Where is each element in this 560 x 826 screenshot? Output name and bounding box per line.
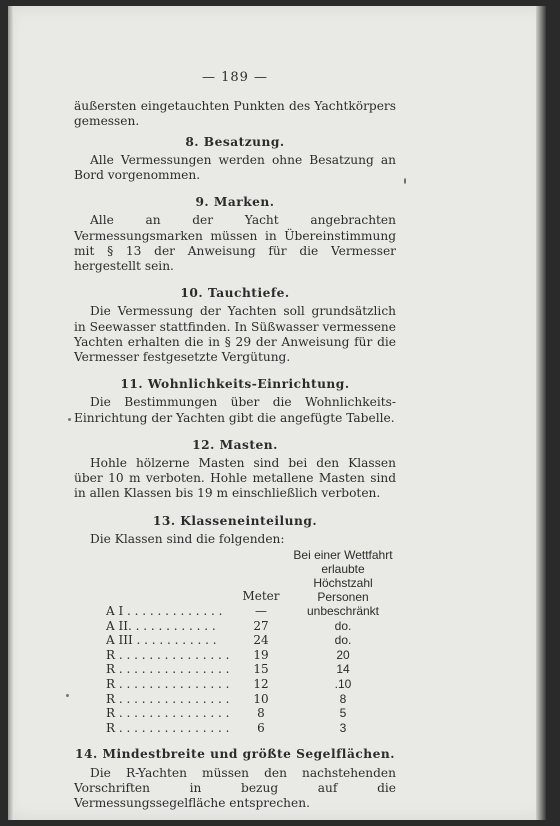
class-name: R . . . . . . . . . . . . . . . [106, 677, 230, 692]
page-content [74, 70, 396, 811]
section-text-marken: Alle an der Yacht angebrachten Vermessungsmarken müssen in Übereinstimmung mit § 13 der Anweisung für die Vermesser hergestellt sein. [74, 213, 396, 274]
page-right-edge [536, 6, 546, 820]
section-heading-tauchtiefe: 10. Tauchtiefe. [180, 286, 290, 301]
class-meter: 15 [253, 662, 269, 677]
section-text-masten: Hohle hölzerne Masten sind bei den Klassen über 10 m verboten. Hohle metallene Masten sind in allen Klassen bis 19 m einschließlich verboten. [74, 456, 396, 501]
header-max-persons: Bei einer Wettfahrt erlaubte Höchstzahl Personen [293, 548, 393, 605]
class-max: 3 [339, 720, 347, 735]
table-row [74, 604, 396, 619]
class-name: R . . . . . . . . . . . . . . . [106, 691, 230, 706]
table-row [74, 619, 396, 634]
class-name: R . . . . . . . . . . . . . . . [106, 706, 230, 721]
class-meter: 12 [253, 677, 269, 692]
intro-paragraph: äußersten eingetauchten Punkten des Yachtkörpers gemessen. [74, 99, 396, 129]
section-heading-klasseneinteilung: 13. Klasseneinteilung. [152, 513, 318, 528]
table-row [74, 721, 396, 736]
class-max: 20 [336, 647, 350, 662]
book-page [8, 6, 546, 820]
section-heading-masten: 12. Masten. [192, 437, 278, 452]
class-max: do. [334, 633, 352, 648]
class-name: A III . . . . . . . . . . . [106, 633, 217, 648]
class-max: 8 [339, 691, 347, 706]
table-row [74, 692, 396, 707]
class-meter: 10 [253, 691, 269, 706]
class-table-header [74, 548, 396, 604]
class-max: do. [334, 618, 352, 633]
section-heading-wohnlichkeit: 11. Wohnlichkeits-Einrichtung. [120, 377, 350, 392]
section-text-segelflaechen: Die R-Yachten müssen den nachstehenden Vorschriften in bezug auf die Vermessungssegelfläche entsprechen. [74, 765, 396, 811]
ink-speck [66, 694, 69, 697]
class-max: 5 [339, 706, 347, 721]
class-name: R . . . . . . . . . . . . . . . [106, 720, 230, 735]
section-text-klasseneinteilung: Die Klassen sind die folgenden: [90, 531, 285, 546]
class-meter: 19 [253, 647, 269, 662]
section-text-besatzung: Alle Vermessungen werden ohne Besatzung an Bord vorgenommen. [74, 152, 396, 183]
page-number: — 189 — [201, 70, 269, 85]
section-heading-besatzung: 8. Besatzung. [185, 134, 285, 149]
table-row [74, 662, 396, 677]
class-name: A II. . . . . . . . . . . . [106, 618, 216, 633]
table-row [74, 706, 396, 721]
class-meter: 24 [253, 633, 269, 648]
table-row [74, 677, 396, 692]
section-text-wohnlichkeit: Die Bestimmungen über die Wohnlichkeits-Einrichtung der Yachten gibt die angefügte Tabelle. [74, 395, 396, 425]
header-meter: Meter [242, 589, 280, 604]
class-meter: 27 [253, 618, 269, 633]
class-name: R . . . . . . . . . . . . . . . [106, 647, 230, 662]
ink-speck [404, 178, 406, 184]
class-meter: — [255, 604, 267, 619]
class-table [74, 548, 396, 735]
ink-speck [68, 418, 71, 421]
page-left-edge [8, 6, 14, 820]
class-meter: 6 [257, 720, 265, 735]
section-heading-segelflaechen: 14. Mindestbreite und größte Segelflächen. [75, 747, 395, 762]
section-text-tauchtiefe: Die Vermessung der Yachten soll grundsätzlich in Seewasser stattfinden. In Süßwasser vermessene Yachten erhalten die in § 29 der Anweisung für die Vermesser festgesetzte Vergütung. [74, 304, 396, 365]
class-name: R . . . . . . . . . . . . . . . [106, 662, 230, 677]
class-max: .10 [334, 677, 352, 692]
class-max: unbeschränkt [306, 604, 380, 619]
class-name: A I . . . . . . . . . . . . . [106, 604, 223, 619]
class-meter: 8 [257, 706, 265, 721]
table-row [74, 648, 396, 663]
class-max: 14 [336, 662, 350, 677]
table-row [74, 633, 396, 648]
section-heading-marken: 9. Marken. [195, 195, 275, 210]
